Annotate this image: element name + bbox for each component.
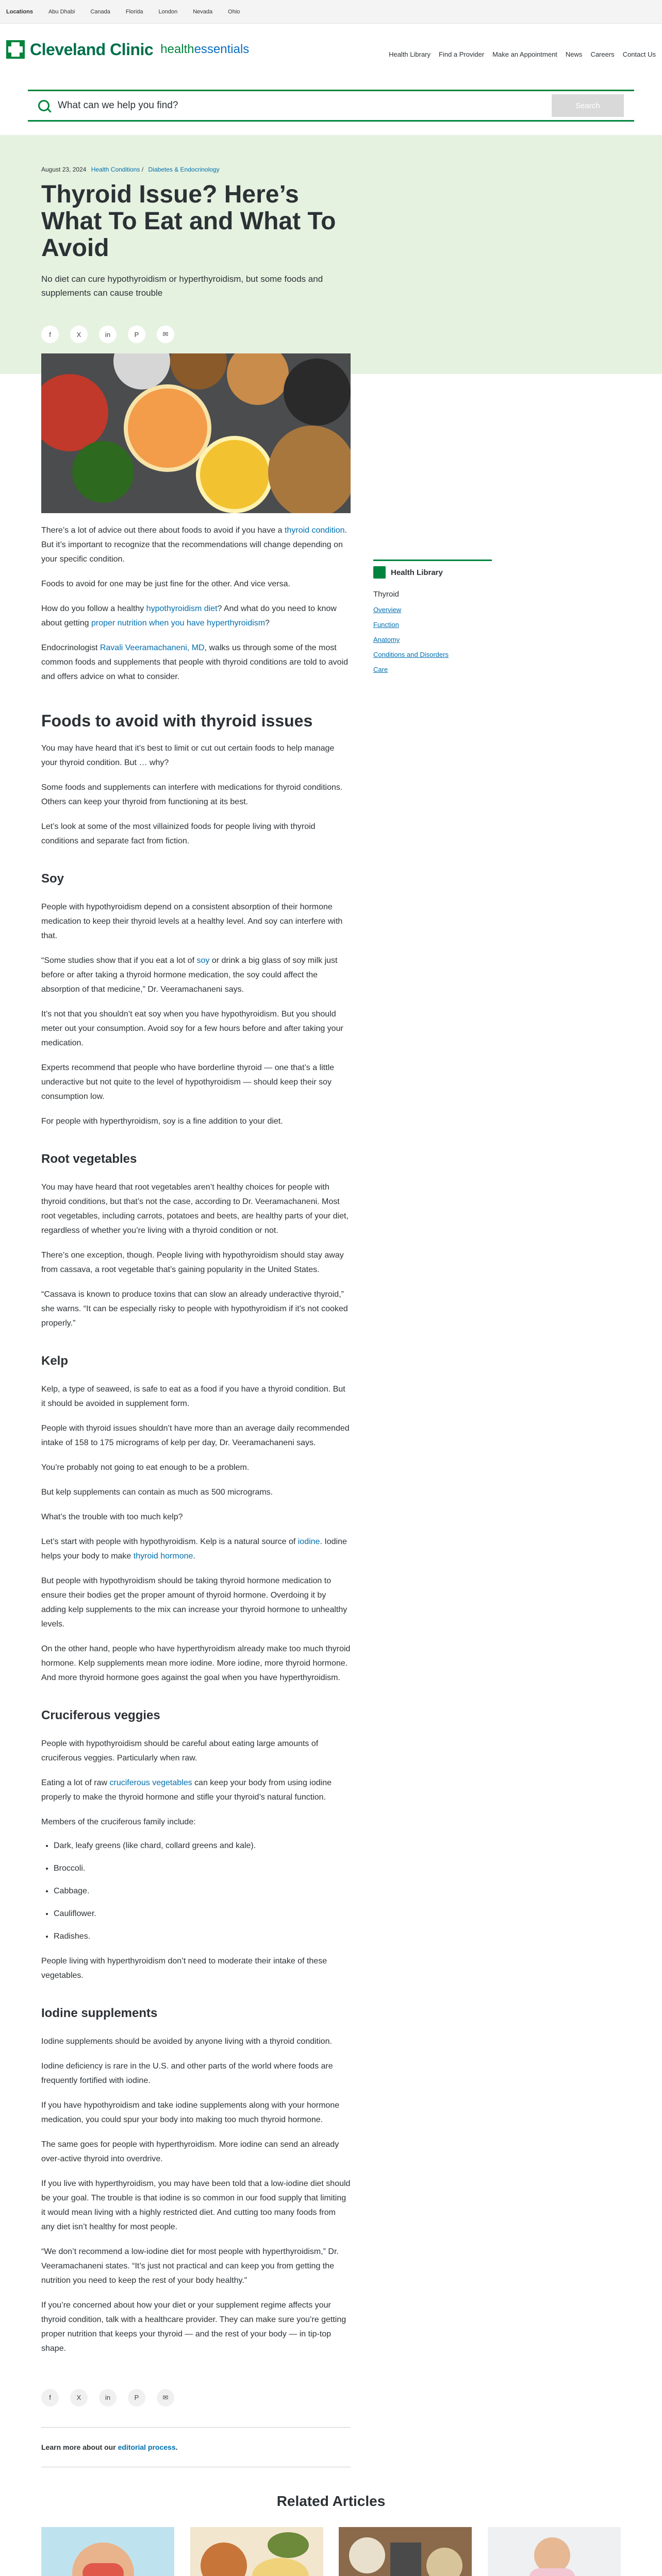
subsection-heading: Cruciferous veggies xyxy=(41,1708,160,1722)
location-link[interactable]: Ohio xyxy=(228,8,240,15)
iodine-link[interactable]: iodine xyxy=(297,1537,320,1546)
subsection-heading: Root vegetables xyxy=(41,1151,137,1166)
category-link[interactable]: Health Conditions xyxy=(91,166,140,173)
paragraph: You’re probably not going to eat enough to be a problem. xyxy=(41,1463,250,1472)
intro-paragraph xyxy=(41,602,351,631)
text: can keep your body from using iodine properly to make the thyroid hormone and stifle your thyroid’s natural function. xyxy=(41,1778,332,1802)
paragraph: Kelp, a type of seaweed, is safe to eat as a food if you have a thyroid condition. But it should be avoided in supplement form. xyxy=(41,1384,345,1408)
paragraph xyxy=(41,1535,351,1564)
paragraph: Let’s look at some of the most villainized foods for people living with thyroid conditions and separate fact from fiction. xyxy=(41,822,316,845)
paragraph: People with thyroid issues shouldn’t have more than an average daily recommended intake of 158 to 175 micrograms of kelp per day, Dr. Veeramachaneni says. xyxy=(41,1423,350,1447)
health-library-sidebar xyxy=(373,560,492,2467)
paragraph xyxy=(41,954,351,997)
paragraph: If you have hypothyroidism and take iodine supplements along with your hormone medication, you could spur your body into making too much thyroid hormone. xyxy=(41,2100,340,2124)
list-item: • Dark, leafy greens (like chard, collard greens and kale). xyxy=(54,1839,351,1853)
location-link[interactable]: Nevada xyxy=(193,8,213,15)
search-input[interactable] xyxy=(58,100,552,111)
linkedin-icon[interactable]: in xyxy=(99,2389,117,2406)
thyroid-condition-link[interactable]: thyroid condition xyxy=(285,526,345,535)
article-body xyxy=(41,374,351,2467)
category-link[interactable]: Diabetes & Endocrinology xyxy=(148,166,220,173)
text: , walks us through some of the most common foods and supplements that people with thyroid conditions are told to avoid and offers advice on what to consider. xyxy=(41,643,349,682)
share-bar xyxy=(41,326,662,343)
text: or drink a big glass of soy milk just before or after taking a thyroid hormone medication, the soy could affect the absorption of that medicine,” Dr. Veeramachaneni says. xyxy=(41,956,338,994)
related-card[interactable] xyxy=(41,2527,174,2576)
soy-link[interactable]: soy xyxy=(196,956,210,965)
site-logo[interactable] xyxy=(6,40,249,59)
search-button[interactable]: Search xyxy=(552,94,624,117)
card-image xyxy=(190,2527,323,2576)
paragraph: Iodine supplements should be avoided by anyone living with a thyroid condition. xyxy=(41,2037,332,2046)
locations-label: Locations xyxy=(6,8,33,15)
locations-bar xyxy=(0,0,662,24)
paragraph: You may have heard that it’s best to limit or cut out certain foods to help manage your thyroid condition. But … why? xyxy=(41,743,335,767)
logo-text: Cleveland Clinic xyxy=(30,40,154,59)
hyperthyroidism-nutrition-link[interactable]: proper nutrition when you have hyperthyroidism xyxy=(91,619,266,628)
nav-careers[interactable]: Careers xyxy=(590,50,615,58)
list-item: • Cabbage. xyxy=(54,1884,351,1899)
paragraph: Some foods and supplements can interfere with medications for thyroid conditions. Others can keep your thyroid from functioning at its best. xyxy=(41,783,343,806)
related-articles xyxy=(0,2493,662,2576)
paragraph: There’s one exception, though. People living with hypothyroidism should stay away from cassava, a root vegetable that’s gaining popularity in the United States. xyxy=(41,1250,344,1274)
intro-paragraph xyxy=(41,641,351,684)
pinterest-icon[interactable]: P xyxy=(128,2389,145,2406)
logo-sub-a: health xyxy=(160,42,194,56)
hypothyroidism-diet-link[interactable]: hypothyroidism diet xyxy=(146,604,218,614)
hero-image xyxy=(41,353,351,513)
book-icon xyxy=(373,566,386,579)
email-icon[interactable]: ✉ xyxy=(157,2389,174,2406)
paragraph: Iodine deficiency is rare in the U.S. and other parts of the world where foods are frequently fortified with iodine. xyxy=(41,2061,333,2085)
category-separator: / xyxy=(141,166,144,173)
subsection-heading: Iodine supplements xyxy=(41,2006,158,2020)
paragraph: For people with hyperthyroidism, soy is a fine addition to your diet. xyxy=(41,1116,283,1126)
text: “Some studies show that if you eat a lot of xyxy=(41,956,197,965)
search-icon xyxy=(38,100,49,111)
paragraph: People with hypothyroidism should be careful about eating large amounts of cruciferous veggies. Particularly when raw. xyxy=(41,1739,319,1762)
search-box xyxy=(28,90,634,122)
paragraph: “Cassava is known to produce toxins that can slow an already underactive thyroid,” she warns. “It can be especially risky to people with hypothyroidism if it’s not cooked properly.” xyxy=(41,1290,348,1328)
related-card[interactable] xyxy=(339,2527,472,2576)
paragraph xyxy=(41,1776,351,1805)
search-band xyxy=(0,75,662,135)
linkedin-icon[interactable]: in xyxy=(99,326,117,343)
nav-contact[interactable]: Contact Us xyxy=(622,50,656,58)
list-item: • Radishes. xyxy=(54,1929,351,1944)
sidebar-category: Thyroid xyxy=(373,590,400,599)
text: Endocrinologist xyxy=(41,643,100,653)
paragraph: Members of the cruciferous family include: xyxy=(41,1817,196,1826)
sidebar-link-function[interactable]: Function xyxy=(373,621,399,629)
list-item: • Cauliflower. xyxy=(54,1907,351,1921)
paragraph: The same goes for people with hyperthyroidism. More iodine can send an already over-active thyroid into overdrive. xyxy=(41,2140,339,2163)
article-meta xyxy=(41,166,662,173)
sidebar-link-overview[interactable]: Overview xyxy=(373,606,402,614)
paragraph: Experts recommend that people who have borderline thyroid — one that’s a little underactive but not quite to the level of hypothyroidism — should keep their soy consumption low. xyxy=(41,1063,335,1101)
site-header xyxy=(0,24,662,75)
text: . Iodine helps your body to make xyxy=(41,1537,347,1561)
text: . But it’s important to recognize that the recommendations will change depending on your specific condition. xyxy=(41,526,347,564)
thyroid-hormone-link[interactable]: thyroid hormone xyxy=(133,1551,193,1561)
nav-find-provider[interactable]: Find a Provider xyxy=(439,50,485,58)
sidebar-header xyxy=(373,560,492,579)
paragraph: If you live with hyperthyroidism, you may have been told that a low-iodine diet should be your goal. The trouble is that iodine is so common in our food supply that limiting it would mean living with a highly restricted diet. And cutting too many foods from any diet isn’t healthy for most people. xyxy=(41,2179,351,2231)
text: ? And what do you need to know about getting xyxy=(41,604,337,628)
location-link[interactable]: Florida xyxy=(125,8,143,15)
email-icon[interactable]: ✉ xyxy=(157,326,174,343)
nav-health-library[interactable]: Health Library xyxy=(389,50,431,58)
nav-news[interactable]: News xyxy=(565,50,583,58)
paragraph: What’s the trouble with too much kelp? xyxy=(41,1512,183,1521)
cleveland-clinic-logo-icon xyxy=(6,40,25,59)
sidebar-link-care[interactable]: Care xyxy=(373,666,388,674)
text: Eating a lot of raw xyxy=(41,1778,110,1787)
text: ? xyxy=(265,619,270,628)
page-title: Thyroid Issue? Here’s What To Eat and What To Avoid xyxy=(41,181,336,262)
paragraph: “We don’t recommend a low-iodine diet for most people with hyperthyroidism,” Dr. Veeramachaneni states. “It’s just not practical and can keep you from getting the nutrition you need to keep the rest of your body healthy.” xyxy=(41,2247,339,2285)
cruciferous-list xyxy=(41,1839,351,1944)
facebook-icon[interactable]: f xyxy=(41,2389,59,2406)
section-heading: Foods to avoid with thyroid issues xyxy=(41,711,313,731)
logo-sub-b: essentials xyxy=(194,42,250,56)
related-heading: Related Articles xyxy=(276,2493,386,2509)
paragraph: If you’re concerned about how your diet or your supplement regime affects your thyroid condition, talk with a healthcare provider. They can make sure you’re getting proper nutrition that keeps your thyroid — and the rest of your body — in tip-top shape. xyxy=(41,2300,346,2353)
main-content xyxy=(0,374,662,2467)
card-image xyxy=(339,2527,472,2576)
card-image xyxy=(41,2527,174,2576)
text: . xyxy=(193,1551,195,1561)
paragraph: On the other hand, people who have hyperthyroidism already make too much thyroid hormone. Kelp supplements mean more iodine. More iodine, more thyroid hormone. And more thyroid hormone goes against the goal when you have hyperthyroidism. xyxy=(41,1644,351,1682)
subsection-heading: Kelp xyxy=(41,1353,69,1368)
text: . xyxy=(175,2443,178,2451)
x-icon[interactable]: X xyxy=(70,2389,88,2406)
logo-subbrand xyxy=(160,42,249,57)
cruciferous-link[interactable]: cruciferous vegetables xyxy=(109,1778,192,1787)
pinterest-icon[interactable]: P xyxy=(128,326,145,343)
paragraph: People living with hyperthyroidism don’t need to moderate their intake of these vegetables. xyxy=(41,1956,327,1980)
paragraph: It’s not that you shouldn’t eat soy when you have hypothyroidism. But you should meter out your consumption. Avoid soy for a few hours before and after taking your medication. xyxy=(41,1009,343,1047)
related-cards xyxy=(41,2527,621,2576)
article-header xyxy=(0,135,662,374)
paragraph: But people with hypothyroidism should be taking thyroid hormone medication to ensure their bodies get the proper amount of thyroid hormone. Overdoing it by adding kelp supplements to the mix can increase your thyroid hormone to unhealthy levels. xyxy=(41,1576,347,1629)
text: There’s a lot of advice out there about foods to avoid if you have a xyxy=(41,526,285,535)
related-card[interactable] xyxy=(190,2527,323,2576)
list-item: • Broccoli. xyxy=(54,1861,351,1876)
related-card[interactable] xyxy=(488,2527,621,2576)
intro-paragraph xyxy=(41,523,351,567)
editorial-process-link[interactable]: editorial process xyxy=(118,2443,176,2451)
card-image xyxy=(488,2527,621,2576)
editorial-note xyxy=(41,2427,351,2467)
location-link[interactable]: Abu Dhabi xyxy=(48,8,75,15)
intro-paragraph: Foods to avoid for one may be just fine for the other. And vice versa. xyxy=(41,580,290,589)
text: Learn more about our xyxy=(41,2443,118,2451)
paragraph: You may have heard that root vegetables aren’t healthy choices for people with thyroid conditions, but that’s not the case, according to Dr. Veeramachaneni. Most root vegetables, including carrots, potatoes and beets, are healthy parts of your diet, regardless of whether you’re living with a thyroid condition or not. xyxy=(41,1182,349,1235)
sidebar-link-anatomy[interactable]: Anatomy xyxy=(373,636,400,644)
nav-appointment[interactable]: Make an Appointment xyxy=(492,50,557,58)
paragraph: People with hypothyroidism depend on a consistent absorption of their hormone medication to keep their thyroid levels at a healthy level. And soy can interfere with that. xyxy=(41,902,343,940)
location-link[interactable]: Canada xyxy=(90,8,110,15)
doctor-link[interactable]: Ravali Veeramachaneni, MD xyxy=(100,643,205,653)
text: How do you follow a healthy xyxy=(41,604,146,614)
sidebar-title: Health Library xyxy=(391,568,443,577)
paragraph: But kelp supplements can contain as much as 500 micrograms. xyxy=(41,1487,273,1497)
share-bar-bottom xyxy=(41,2389,351,2406)
subsection-heading: Soy xyxy=(41,871,64,886)
x-icon[interactable]: X xyxy=(70,326,88,343)
facebook-icon[interactable]: f xyxy=(41,326,59,343)
article-dek: No diet can cure hypothyroidism or hyperthyroidism, but some foods and supplements can cause trouble xyxy=(41,274,323,298)
sidebar-link-conditions[interactable]: Conditions and Disorders xyxy=(373,651,449,659)
text: Let’s start with people with hypothyroidism. Kelp is a natural source of xyxy=(41,1537,298,1546)
article-date: August 23, 2024 xyxy=(41,166,87,173)
location-link[interactable]: London xyxy=(158,8,178,15)
main-nav xyxy=(380,50,656,58)
